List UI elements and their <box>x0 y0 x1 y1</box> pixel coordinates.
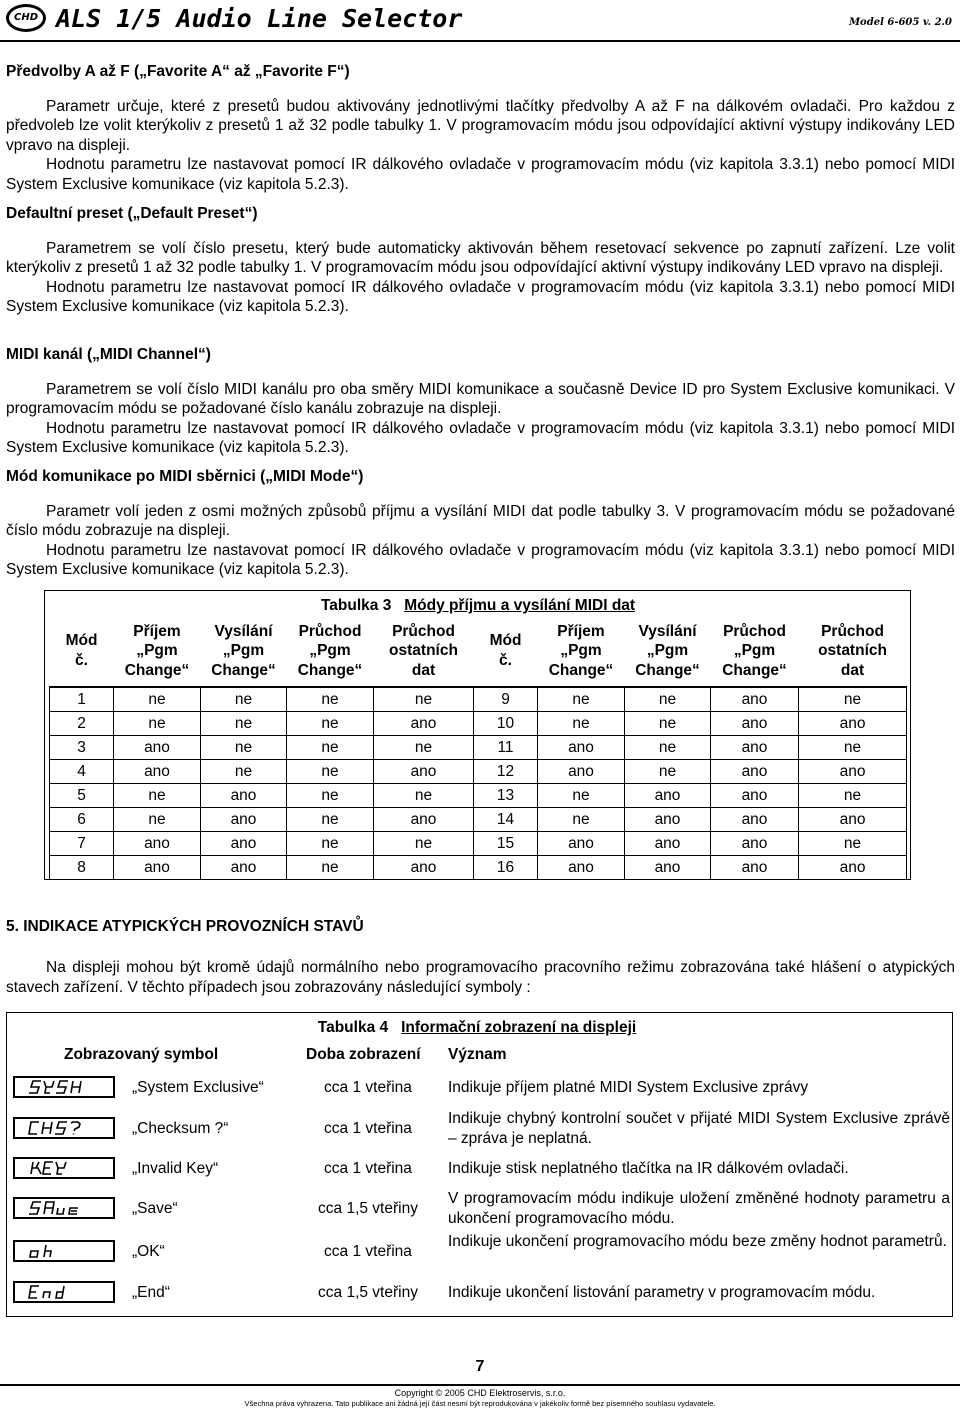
paragraph: Hodnotu parametru lze nastavovat pomocí IR dálkového ovladače v programovacím módu (viz kapitola 3.3.1) nebo pomocí MIDI System Exclusive komunikace (viz kapitola 5.2.3). <box>6 541 955 579</box>
table-cell: ano <box>711 760 799 784</box>
table-cell: 11 <box>474 736 538 760</box>
section-favorites <box>6 62 955 195</box>
table-cell: ne <box>201 687 287 712</box>
table-cell: 8 <box>50 856 114 880</box>
table-cell: ne <box>114 808 201 832</box>
midi-modes-table <box>49 594 907 880</box>
display-symbol <box>13 1240 115 1262</box>
table-cell: ne <box>114 784 201 808</box>
table-cell: ne <box>799 784 907 808</box>
table-row <box>50 856 907 880</box>
table-cell: ano <box>201 832 287 856</box>
page-header <box>0 0 960 42</box>
table-title: Informační zobrazení na displeji <box>401 1019 637 1036</box>
table-cell: ne <box>287 784 374 808</box>
footer-divider <box>0 1384 960 1386</box>
logo-text: CHD <box>13 12 38 23</box>
table-row <box>50 808 907 832</box>
paragraph: Parametr určuje, které z presetů budou aktivovány jednotlivými tlačítky předvolby A až F na dálkovém ovladači. Pro každou z předvoleb lze volit kterýkoliv z presetů 1 až 32 podle tabulky 1. V programovacím módu jsou odpovídající aktivní výstupy indikovány LED vpravo na displeji. <box>6 97 955 154</box>
col-header-symbol: Zobrazovaný symbol <box>64 1046 219 1063</box>
symbol-meaning: Indikuje chybný kontrolní součet v přijaté MIDI System Exclusive zprávě – zpráva je neplatná. <box>448 1110 950 1147</box>
model-version: Model 6-605 v. 2.0 <box>848 17 952 28</box>
table-cell: ne <box>538 808 625 832</box>
page-number: 7 <box>475 1358 485 1375</box>
table-cell: ano <box>711 736 799 760</box>
table-cell: ne <box>374 832 474 856</box>
chapter-intro <box>6 958 955 997</box>
table-cell: ano <box>799 712 907 736</box>
table-cell: ano <box>114 760 201 784</box>
paragraph: Hodnotu parametru lze nastavovat pomocí IR dálkového ovladače v programovacím módu (viz kapitola 3.3.1) nebo pomocí MIDI System Exclusive komunikace (viz kapitola 5.2.3). <box>6 419 955 457</box>
symbol-meaning: Indikuje příjem platné MIDI System Exclusive zprávy <box>448 1079 809 1096</box>
table-number: Tabulka 4 <box>317 1019 389 1036</box>
table-cell: ne <box>287 712 374 736</box>
document-title: ALS 1/5 Audio Line Selector <box>56 4 463 33</box>
table-cell: ne <box>287 832 374 856</box>
paragraph: Hodnotu parametru lze nastavovat pomocí IR dálkového ovladače v programovacím módu (viz kapitola 3.3.1) nebo pomocí MIDI System Exclusive komunikace (viz kapitola 5.2.3). <box>6 278 955 316</box>
table-cell: ano <box>114 736 201 760</box>
table-row <box>50 832 907 856</box>
table-cell: ne <box>625 712 711 736</box>
table-cell: ne <box>287 687 374 712</box>
display-duration: cca 1,5 vteřiny <box>318 1200 418 1217</box>
section-heading: Mód komunikace po MIDI sběrnici („MIDI Mode“) <box>6 468 364 485</box>
column-header: Průchod „Pgm Change“ <box>722 622 787 679</box>
table-cell: ne <box>538 712 625 736</box>
table-row <box>50 736 907 760</box>
table-cell: ano <box>799 808 907 832</box>
table-title: Módy příjmu a vysílání MIDI dat <box>404 597 636 615</box>
table-cell: ano <box>538 856 625 880</box>
table-cell: ne <box>625 736 711 760</box>
table-cell: 4 <box>50 760 114 784</box>
table-cell: ne <box>625 687 711 712</box>
table-row <box>50 687 907 712</box>
column-header: Průchod ostatních dat <box>389 622 458 679</box>
table-cell: ano <box>625 832 711 856</box>
table-row <box>50 784 907 808</box>
section-midi-channel <box>6 345 955 458</box>
paragraph: Hodnotu parametru lze nastavovat pomocí IR dálkového ovladače v programovacím módu (viz kapitola 3.3.1) nebo pomocí MIDI System Exclusive komunikace (viz kapitola 5.2.3). <box>6 156 955 193</box>
section-midi-mode <box>6 467 955 580</box>
display-duration: cca 1,5 vteřiny <box>318 1284 418 1301</box>
section-heading: MIDI kanál („MIDI Channel“) <box>6 346 211 363</box>
symbol-name: „Invalid Key“ <box>132 1160 219 1177</box>
paragraph: Parametrem se volí číslo presetu, který bude automaticky aktivován během resetovací sekvence po zapnutí zařízení. Lze volit kterýkoliv z presetů 1 až 32 podle tabulky 1. V programovacím módu jsou odpovídající aktivní výstupy indikovány LED vpravo na displeji. <box>6 239 955 277</box>
table-cell: ano <box>538 736 625 760</box>
table-cell: ne <box>287 736 374 760</box>
table-cell: ano <box>625 808 711 832</box>
table-number: Tabulka 3 <box>320 597 392 615</box>
table-cell: ano <box>711 784 799 808</box>
table-cell: ano <box>625 856 711 880</box>
display-symbol <box>13 1117 115 1139</box>
chapter-heading: 5. INDIKACE ATYPICKÝCH PROVOZNÍCH STAVŮ <box>6 918 364 935</box>
display-duration: cca 1 vteřina <box>324 1120 412 1137</box>
symbol-name: „Checksum ?“ <box>132 1120 229 1137</box>
table-cell: 16 <box>474 856 538 880</box>
table-cell: 9 <box>474 687 538 712</box>
table-cell: 10 <box>474 712 538 736</box>
table-cell: 1 <box>50 687 114 712</box>
table-cell: ne <box>114 687 201 712</box>
symbol-meaning: V programovacím módu indikuje uložení změněné hodnoty parametru a ukončení programovacího módu. <box>448 1190 950 1227</box>
section-heading: Předvolby A až F („Favorite A“ až „Favorite F“) <box>6 63 350 80</box>
symbol-name: „Save“ <box>132 1200 178 1217</box>
table-cell: ne <box>799 736 907 760</box>
table-header-row <box>50 616 907 687</box>
table-midi-modes <box>44 590 911 880</box>
table-cell: 3 <box>50 736 114 760</box>
table-cell: ne <box>114 712 201 736</box>
column-header: Vysílání „Pgm Change“ <box>211 622 276 679</box>
table-cell: ne <box>287 856 374 880</box>
table-cell: ano <box>374 856 474 880</box>
rights-notice: Všechna práva vyhrazena. Tato publikace ani žádná její část nesmí být reprodukována v jakékoliv formě bez písemného souhlasu vydavatele. <box>244 1399 716 1408</box>
table-cell: ne <box>201 712 287 736</box>
table-row <box>50 712 907 736</box>
table-cell: ne <box>799 832 907 856</box>
symbol-meaning: Indikuje ukončení programovacího módu beze změny hodnot parametrů. <box>448 1233 947 1250</box>
table-cell: ano <box>201 784 287 808</box>
table-cell: ano <box>625 784 711 808</box>
table-cell: ano <box>374 808 474 832</box>
display-symbol <box>13 1076 115 1098</box>
table-cell: ano <box>711 856 799 880</box>
column-header: Vysílání „Pgm Change“ <box>635 622 700 679</box>
display-duration: cca 1 vteřina <box>324 1079 412 1096</box>
table-cell: ano <box>799 760 907 784</box>
table-cell: ne <box>625 760 711 784</box>
table-cell: ne <box>374 784 474 808</box>
table-caption <box>50 594 907 616</box>
table-cell: 6 <box>50 808 114 832</box>
table-cell: ano <box>711 712 799 736</box>
table-cell: 7 <box>50 832 114 856</box>
table-cell: ano <box>374 712 474 736</box>
table-cell: ano <box>711 832 799 856</box>
chd-logo <box>6 4 46 32</box>
table-cell: ano <box>711 808 799 832</box>
symbol-name: „OK“ <box>132 1243 165 1260</box>
table-cell: ne <box>287 760 374 784</box>
col-header-meaning: Význam <box>448 1046 507 1063</box>
table-cell: ne <box>287 808 374 832</box>
table-cell: 13 <box>474 784 538 808</box>
symbol-name: „End“ <box>132 1284 170 1301</box>
table-cell: 14 <box>474 808 538 832</box>
table-cell: ano <box>538 760 625 784</box>
paragraph: Na displeji mohou být kromě údajů normálního nebo programovacího pracovního režimu zobrazována také hlášení o atypických stavech zařízení. V těchto případech jsou zobrazovány následující symboly : <box>6 959 955 996</box>
table-cell: ne <box>538 687 625 712</box>
column-header: Příjem „Pgm Change“ <box>548 622 614 679</box>
column-header: Průchod ostatních dat <box>818 622 887 679</box>
table-cell: ne <box>374 687 474 712</box>
table-cell: ne <box>538 784 625 808</box>
col-header-duration: Doba zobrazení <box>306 1046 421 1063</box>
section-default-preset <box>6 204 955 317</box>
table-cell: ne <box>201 736 287 760</box>
section-heading: Defaultní preset („Default Preset“) <box>6 205 258 222</box>
paragraph: Parametr volí jeden z osmi možných způsobů příjmu a vysílání MIDI dat podle tabulky 3. V programovacím módu se požadované číslo módu zobrazuje na displeji. <box>6 502 955 540</box>
column-header: Příjem „Pgm Change“ <box>124 622 190 679</box>
table-cell: ano <box>799 856 907 880</box>
table-cell: 2 <box>50 712 114 736</box>
column-header: Mód č. <box>489 632 522 669</box>
table-cell: ano <box>114 856 201 880</box>
symbol-meaning: Indikuje ukončení listování parametry v programovacím módu. <box>448 1284 876 1301</box>
table-cell: ne <box>799 687 907 712</box>
display-symbol <box>13 1157 115 1179</box>
display-duration: cca 1 vteřina <box>324 1160 412 1177</box>
table-cell: 15 <box>474 832 538 856</box>
table-cell: 5 <box>50 784 114 808</box>
symbol-name: „System Exclusive“ <box>132 1079 264 1096</box>
display-symbol <box>13 1197 115 1219</box>
symbol-meaning: Indikuje stisk neplatného tlačítka na IR dálkovém ovladači. <box>448 1160 849 1177</box>
paragraph: Parametrem se volí číslo MIDI kanálu pro oba směry MIDI komunikace a současně Device ID pro System Exclusive komunikaci. V programovacím módu se požadované číslo kanálu zobrazuje na displeji. <box>6 380 955 418</box>
copyright: Copyright © 2005 CHD Elektroservis, s.r.o. <box>394 1388 566 1398</box>
table-cell: ano <box>201 808 287 832</box>
table-cell: ne <box>374 736 474 760</box>
table-cell: ne <box>201 760 287 784</box>
table-cell: ano <box>201 856 287 880</box>
table-row <box>50 760 907 784</box>
table-cell: ano <box>711 687 799 712</box>
table-cell: 12 <box>474 760 538 784</box>
column-header: Průchod „Pgm Change“ <box>297 622 363 679</box>
display-duration: cca 1 vteřina <box>324 1243 412 1260</box>
column-header: Mód č. <box>65 632 98 669</box>
table-cell: ano <box>374 760 474 784</box>
table-cell: ano <box>538 832 625 856</box>
display-symbol <box>13 1281 115 1303</box>
table-cell: ano <box>114 832 201 856</box>
table-caption <box>294 1018 660 1038</box>
